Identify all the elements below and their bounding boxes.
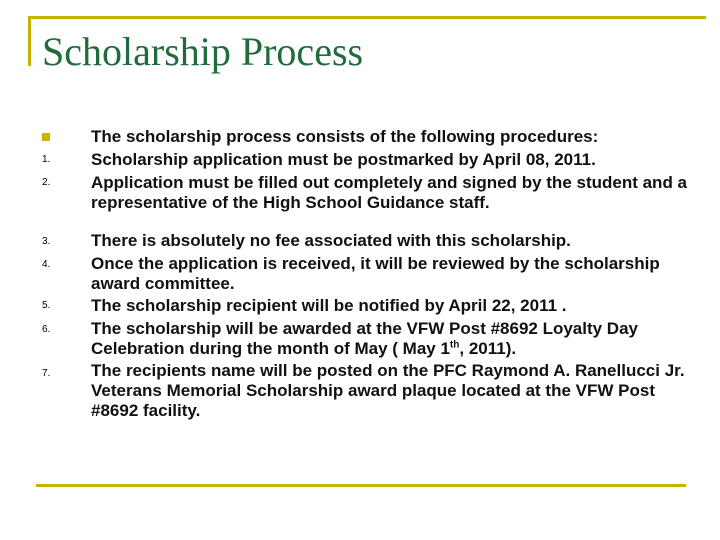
list-item: Scholarship application must be postmarked by April 08, 2011.: [91, 150, 596, 169]
frame-top-line: [28, 16, 706, 19]
list-item: Once the application is received, it will be reviewed by the scholarship award committee.: [91, 254, 660, 293]
item-number: 7.: [42, 368, 51, 379]
bullet-square-icon: [42, 133, 50, 141]
item-number: 3.: [42, 236, 51, 247]
list-item: The scholarship recipient will be notified by April 22, 2011 .: [91, 296, 567, 315]
intro-text: The scholarship process consists of the following procedures:: [91, 127, 599, 146]
item-text-part: , 2011).: [459, 339, 517, 358]
superscript-text: th: [449, 339, 460, 351]
slide-title: Scholarship Process: [42, 29, 364, 74]
list-item: The recipients name will be posted on the PFC Raymond A. Ranellucci Jr. Veterans Memorial Scholarship award plaque located at the VFW Post #8692 facility.: [91, 361, 685, 420]
bottom-rule: [36, 484, 686, 487]
list-item: Application must be filled out completely and signed by the student and a representative of the High School Guidance staff.: [91, 173, 688, 212]
item-number: 2.: [42, 177, 51, 188]
item-number: 6.: [42, 324, 51, 335]
item-number: 5.: [42, 300, 51, 311]
item-number: 1.: [42, 154, 51, 165]
item-number: 4.: [42, 259, 51, 270]
item-text-part: The scholarship will be awarded at the VFW Post #8692 Loyalty Day Celebration during the month of May ( May 1: [91, 319, 638, 358]
frame-left-line: [28, 16, 31, 66]
list-item: [91, 319, 701, 359]
list-item: There is absolutely no fee associated with this scholarship.: [91, 231, 571, 250]
